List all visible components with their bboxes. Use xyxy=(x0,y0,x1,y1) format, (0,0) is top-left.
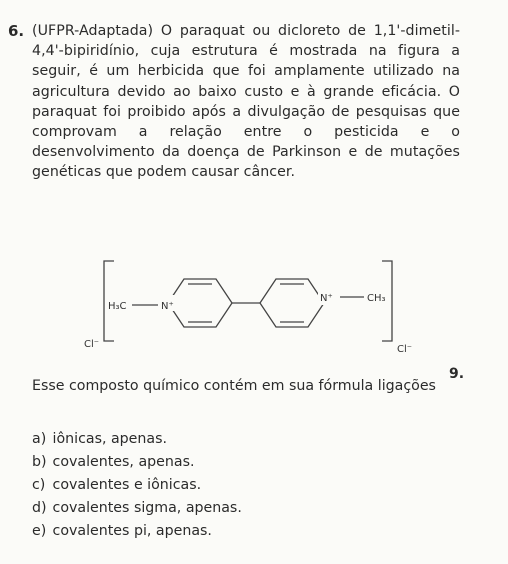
option-text: covalentes, apenas. xyxy=(52,454,195,470)
option-text: iônicas, apenas. xyxy=(52,431,167,447)
option-c[interactable] xyxy=(32,474,242,497)
question-stem: (UFPR-Adaptada) O paraquat ou dicloreto de 1,1'-dimetil-4,4'-bipiridínio, cuja estrutura é mostrada na figura a seguir, é um herbicida que foi amplamente utilizado na agricultura devido ao baixo custo e à grande eficácia. O paraquat foi proibido após a divulgação de pesquisas que comprovam a relação entre o pesticida e o desenvolvimento da doença de Parkinson e de mutações genéticas que podem causar câncer. xyxy=(32,23,460,181)
right-nitrogen-label: N⁺ xyxy=(320,293,333,304)
left-methyl-label: H₃C xyxy=(108,301,127,312)
left-counterion-label: Cl⁻ xyxy=(84,339,100,350)
paraquat-structure-svg xyxy=(84,255,424,361)
paraquat-structure-figure xyxy=(84,255,424,361)
option-text: covalentes sigma, apenas. xyxy=(52,500,242,516)
question-number: 6. xyxy=(8,22,25,40)
option-letter: e) xyxy=(32,523,47,539)
right-methyl-label: CH₃ xyxy=(367,293,386,304)
option-text: covalentes pi, apenas. xyxy=(52,523,212,539)
option-a[interactable] xyxy=(32,428,242,451)
left-nitrogen-label: N⁺ xyxy=(161,301,174,312)
option-letter: b) xyxy=(32,454,47,470)
option-letter: c) xyxy=(32,477,46,493)
right-counterion-label: Cl⁻ xyxy=(397,344,413,355)
right-pyridinium-ring xyxy=(260,279,324,327)
option-text: covalentes e iônicas. xyxy=(52,477,202,493)
side-question-number: 9. xyxy=(449,366,465,382)
option-d[interactable] xyxy=(32,497,242,520)
option-b[interactable] xyxy=(32,451,242,474)
question-prompt: Esse composto químico contém em sua fórmula ligações xyxy=(32,378,436,394)
option-letter: a) xyxy=(32,431,47,447)
answer-options xyxy=(32,428,242,543)
option-letter: d) xyxy=(32,500,47,516)
option-e[interactable] xyxy=(32,520,242,543)
